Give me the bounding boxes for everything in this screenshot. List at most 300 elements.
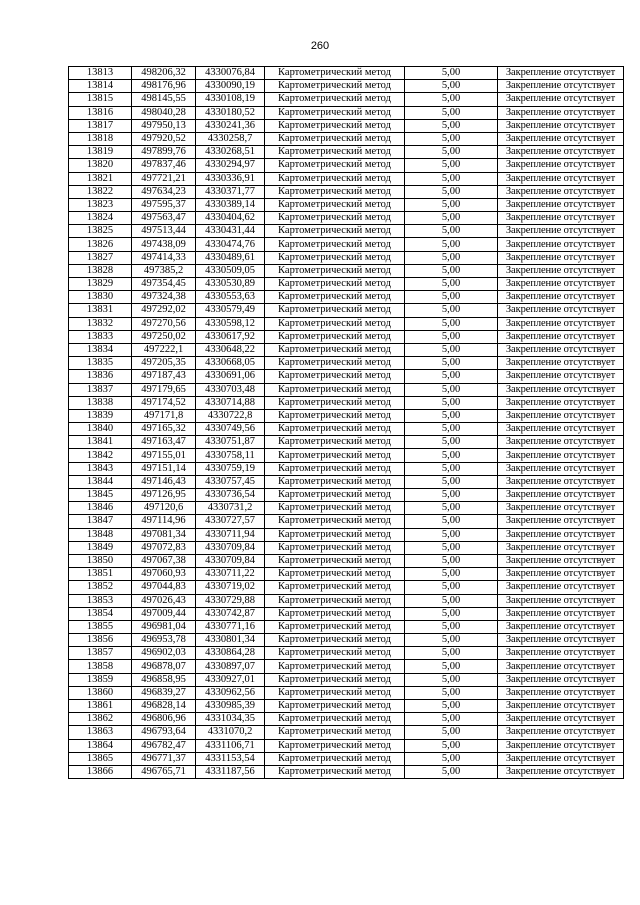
point-number-cell: 13838 bbox=[69, 396, 132, 409]
point-number-cell: 13816 bbox=[69, 106, 132, 119]
x-coordinate-cell: 497067,38 bbox=[132, 554, 196, 567]
fixing-note-cell: Закрепление отсутствует bbox=[498, 541, 624, 554]
table-row bbox=[69, 436, 624, 449]
method-cell: Картометрический метод bbox=[265, 278, 405, 291]
x-coordinate-cell: 498176,96 bbox=[132, 80, 196, 93]
x-coordinate-cell: 497270,56 bbox=[132, 317, 196, 330]
fixing-note-cell: Закрепление отсутствует bbox=[498, 159, 624, 172]
accuracy-cell: 5,00 bbox=[405, 752, 498, 765]
table-row bbox=[69, 132, 624, 145]
y-coordinate-cell: 4330389,14 bbox=[196, 198, 265, 211]
accuracy-cell: 5,00 bbox=[405, 383, 498, 396]
fixing-note-cell: Закрепление отсутствует bbox=[498, 765, 624, 778]
x-coordinate-cell: 496771,37 bbox=[132, 752, 196, 765]
x-coordinate-cell: 497205,35 bbox=[132, 357, 196, 370]
fixing-note-cell: Закрепление отсутствует bbox=[498, 225, 624, 238]
accuracy-cell: 5,00 bbox=[405, 132, 498, 145]
accuracy-cell: 5,00 bbox=[405, 357, 498, 370]
table-row bbox=[69, 185, 624, 198]
method-cell: Картометрический метод bbox=[265, 541, 405, 554]
fixing-note-cell: Закрепление отсутствует bbox=[498, 660, 624, 673]
x-coordinate-cell: 497187,43 bbox=[132, 370, 196, 383]
method-cell: Картометрический метод bbox=[265, 80, 405, 93]
accuracy-cell: 5,00 bbox=[405, 634, 498, 647]
y-coordinate-cell: 4330714,88 bbox=[196, 396, 265, 409]
method-cell: Картометрический метод bbox=[265, 462, 405, 475]
fixing-note-cell: Закрепление отсутствует bbox=[498, 634, 624, 647]
y-coordinate-cell: 4330709,84 bbox=[196, 554, 265, 567]
y-coordinate-cell: 4330579,49 bbox=[196, 304, 265, 317]
method-cell: Картометрический метод bbox=[265, 739, 405, 752]
point-number-cell: 13853 bbox=[69, 594, 132, 607]
table-row bbox=[69, 409, 624, 422]
accuracy-cell: 5,00 bbox=[405, 317, 498, 330]
y-coordinate-cell: 4331070,2 bbox=[196, 726, 265, 739]
table-row bbox=[69, 765, 624, 778]
y-coordinate-cell: 4330757,45 bbox=[196, 475, 265, 488]
table-row bbox=[69, 238, 624, 251]
point-number-cell: 13840 bbox=[69, 423, 132, 436]
method-cell: Картометрический метод bbox=[265, 528, 405, 541]
point-number-cell: 13861 bbox=[69, 700, 132, 713]
x-coordinate-cell: 497165,32 bbox=[132, 423, 196, 436]
accuracy-cell: 5,00 bbox=[405, 185, 498, 198]
method-cell: Картометрический метод bbox=[265, 700, 405, 713]
accuracy-cell: 5,00 bbox=[405, 713, 498, 726]
method-cell: Картометрический метод bbox=[265, 317, 405, 330]
accuracy-cell: 5,00 bbox=[405, 700, 498, 713]
x-coordinate-cell: 496782,47 bbox=[132, 739, 196, 752]
table-row bbox=[69, 93, 624, 106]
method-cell: Картометрический метод bbox=[265, 686, 405, 699]
y-coordinate-cell: 4330711,94 bbox=[196, 528, 265, 541]
method-cell: Картометрический метод bbox=[265, 396, 405, 409]
method-cell: Картометрический метод bbox=[265, 172, 405, 185]
point-number-cell: 13821 bbox=[69, 172, 132, 185]
point-number-cell: 13837 bbox=[69, 383, 132, 396]
x-coordinate-cell: 497151,14 bbox=[132, 462, 196, 475]
fixing-note-cell: Закрепление отсутствует bbox=[498, 554, 624, 567]
y-coordinate-cell: 4330691,06 bbox=[196, 370, 265, 383]
y-coordinate-cell: 4330749,56 bbox=[196, 423, 265, 436]
y-coordinate-cell: 4330108,19 bbox=[196, 93, 265, 106]
y-coordinate-cell: 4330336,91 bbox=[196, 172, 265, 185]
point-number-cell: 13843 bbox=[69, 462, 132, 475]
table-row bbox=[69, 251, 624, 264]
point-number-cell: 13855 bbox=[69, 620, 132, 633]
fixing-note-cell: Закрепление отсутствует bbox=[498, 330, 624, 343]
x-coordinate-cell: 496806,96 bbox=[132, 713, 196, 726]
point-number-cell: 13823 bbox=[69, 198, 132, 211]
method-cell: Картометрический метод bbox=[265, 673, 405, 686]
point-number-cell: 13847 bbox=[69, 515, 132, 528]
table-row bbox=[69, 357, 624, 370]
point-number-cell: 13841 bbox=[69, 436, 132, 449]
point-number-cell: 13828 bbox=[69, 264, 132, 277]
fixing-note-cell: Закрепление отсутствует bbox=[498, 607, 624, 620]
accuracy-cell: 5,00 bbox=[405, 436, 498, 449]
fixing-note-cell: Закрепление отсутствует bbox=[498, 436, 624, 449]
accuracy-cell: 5,00 bbox=[405, 330, 498, 343]
fixing-note-cell: Закрепление отсутствует bbox=[498, 739, 624, 752]
fixing-note-cell: Закрепление отсутствует bbox=[498, 172, 624, 185]
x-coordinate-cell: 497179,65 bbox=[132, 383, 196, 396]
table-row bbox=[69, 212, 624, 225]
table-row bbox=[69, 647, 624, 660]
y-coordinate-cell: 4330241,36 bbox=[196, 119, 265, 132]
y-coordinate-cell: 4330180,52 bbox=[196, 106, 265, 119]
y-coordinate-cell: 4330090,19 bbox=[196, 80, 265, 93]
method-cell: Картометрический метод bbox=[265, 132, 405, 145]
accuracy-cell: 5,00 bbox=[405, 264, 498, 277]
accuracy-cell: 5,00 bbox=[405, 80, 498, 93]
accuracy-cell: 5,00 bbox=[405, 423, 498, 436]
y-coordinate-cell: 4330962,56 bbox=[196, 686, 265, 699]
fixing-note-cell: Закрепление отсутствует bbox=[498, 449, 624, 462]
table-row bbox=[69, 304, 624, 317]
fixing-note-cell: Закрепление отсутствует bbox=[498, 752, 624, 765]
x-coordinate-cell: 496953,78 bbox=[132, 634, 196, 647]
table-row bbox=[69, 317, 624, 330]
x-coordinate-cell: 497920,52 bbox=[132, 132, 196, 145]
y-coordinate-cell: 4330258,7 bbox=[196, 132, 265, 145]
table-row bbox=[69, 673, 624, 686]
method-cell: Картометрический метод bbox=[265, 475, 405, 488]
point-number-cell: 13862 bbox=[69, 713, 132, 726]
y-coordinate-cell: 4330268,51 bbox=[196, 146, 265, 159]
method-cell: Картометрический метод bbox=[265, 449, 405, 462]
x-coordinate-cell: 497385,2 bbox=[132, 264, 196, 277]
accuracy-cell: 5,00 bbox=[405, 93, 498, 106]
y-coordinate-cell: 4330668,05 bbox=[196, 357, 265, 370]
x-coordinate-cell: 497513,44 bbox=[132, 225, 196, 238]
table-row bbox=[69, 278, 624, 291]
fixing-note-cell: Закрепление отсутствует bbox=[498, 620, 624, 633]
x-coordinate-cell: 497563,47 bbox=[132, 212, 196, 225]
table-row bbox=[69, 67, 624, 80]
method-cell: Картометрический метод bbox=[265, 594, 405, 607]
point-number-cell: 13858 bbox=[69, 660, 132, 673]
accuracy-cell: 5,00 bbox=[405, 225, 498, 238]
x-coordinate-cell: 496981,04 bbox=[132, 620, 196, 633]
y-coordinate-cell: 4331106,71 bbox=[196, 739, 265, 752]
method-cell: Картометрический метод bbox=[265, 554, 405, 567]
page-number: 260 bbox=[310, 40, 330, 52]
accuracy-cell: 5,00 bbox=[405, 212, 498, 225]
y-coordinate-cell: 4330553,63 bbox=[196, 291, 265, 304]
x-coordinate-cell: 497174,52 bbox=[132, 396, 196, 409]
accuracy-cell: 5,00 bbox=[405, 581, 498, 594]
fixing-note-cell: Закрепление отсутствует bbox=[498, 462, 624, 475]
coordinates-table bbox=[68, 66, 624, 779]
accuracy-cell: 5,00 bbox=[405, 198, 498, 211]
y-coordinate-cell: 4330801,34 bbox=[196, 634, 265, 647]
table-row bbox=[69, 686, 624, 699]
y-coordinate-cell: 4330727,57 bbox=[196, 515, 265, 528]
accuracy-cell: 5,00 bbox=[405, 726, 498, 739]
table-row bbox=[69, 119, 624, 132]
method-cell: Картометрический метод bbox=[265, 752, 405, 765]
point-number-cell: 13865 bbox=[69, 752, 132, 765]
fixing-note-cell: Закрепление отсутствует bbox=[498, 700, 624, 713]
fixing-note-cell: Закрепление отсутствует bbox=[498, 396, 624, 409]
point-number-cell: 13832 bbox=[69, 317, 132, 330]
fixing-note-cell: Закрепление отсутствует bbox=[498, 515, 624, 528]
x-coordinate-cell: 497222,1 bbox=[132, 343, 196, 356]
table-row bbox=[69, 660, 624, 673]
point-number-cell: 13850 bbox=[69, 554, 132, 567]
table-row bbox=[69, 330, 624, 343]
x-coordinate-cell: 497250,02 bbox=[132, 330, 196, 343]
point-number-cell: 13856 bbox=[69, 634, 132, 647]
table-row bbox=[69, 159, 624, 172]
point-number-cell: 13820 bbox=[69, 159, 132, 172]
table-row bbox=[69, 396, 624, 409]
fixing-note-cell: Закрепление отсутствует bbox=[498, 291, 624, 304]
table-row bbox=[69, 370, 624, 383]
table-row bbox=[69, 106, 624, 119]
method-cell: Картометрический метод bbox=[265, 238, 405, 251]
fixing-note-cell: Закрепление отсутствует bbox=[498, 370, 624, 383]
method-cell: Картометрический метод bbox=[265, 343, 405, 356]
fixing-note-cell: Закрепление отсутствует bbox=[498, 93, 624, 106]
table-row bbox=[69, 594, 624, 607]
x-coordinate-cell: 497081,34 bbox=[132, 528, 196, 541]
coordinates-table-body bbox=[69, 67, 624, 779]
y-coordinate-cell: 4330648,22 bbox=[196, 343, 265, 356]
point-number-cell: 13817 bbox=[69, 119, 132, 132]
accuracy-cell: 5,00 bbox=[405, 475, 498, 488]
point-number-cell: 13834 bbox=[69, 343, 132, 356]
method-cell: Картометрический метод bbox=[265, 423, 405, 436]
y-coordinate-cell: 4330759,19 bbox=[196, 462, 265, 475]
point-number-cell: 13818 bbox=[69, 132, 132, 145]
table-row bbox=[69, 581, 624, 594]
point-number-cell: 13848 bbox=[69, 528, 132, 541]
accuracy-cell: 5,00 bbox=[405, 251, 498, 264]
method-cell: Картометрический метод bbox=[265, 67, 405, 80]
table-row bbox=[69, 541, 624, 554]
fixing-note-cell: Закрепление отсутствует bbox=[498, 686, 624, 699]
point-number-cell: 13814 bbox=[69, 80, 132, 93]
accuracy-cell: 5,00 bbox=[405, 515, 498, 528]
method-cell: Картометрический метод bbox=[265, 383, 405, 396]
x-coordinate-cell: 497163,47 bbox=[132, 436, 196, 449]
y-coordinate-cell: 4330731,2 bbox=[196, 502, 265, 515]
point-number-cell: 13839 bbox=[69, 409, 132, 422]
y-coordinate-cell: 4330076,84 bbox=[196, 67, 265, 80]
fixing-note-cell: Закрепление отсутствует bbox=[498, 67, 624, 80]
table-row bbox=[69, 607, 624, 620]
accuracy-cell: 5,00 bbox=[405, 765, 498, 778]
fixing-note-cell: Закрепление отсутствует bbox=[498, 713, 624, 726]
point-number-cell: 13835 bbox=[69, 357, 132, 370]
x-coordinate-cell: 496793,64 bbox=[132, 726, 196, 739]
fixing-note-cell: Закрепление отсутствует bbox=[498, 304, 624, 317]
table-row bbox=[69, 264, 624, 277]
point-number-cell: 13844 bbox=[69, 475, 132, 488]
point-number-cell: 13822 bbox=[69, 185, 132, 198]
accuracy-cell: 5,00 bbox=[405, 594, 498, 607]
fixing-note-cell: Закрепление отсутствует bbox=[498, 251, 624, 264]
method-cell: Картометрический метод bbox=[265, 330, 405, 343]
accuracy-cell: 5,00 bbox=[405, 449, 498, 462]
table-row bbox=[69, 80, 624, 93]
table-row bbox=[69, 383, 624, 396]
y-coordinate-cell: 4330709,84 bbox=[196, 541, 265, 554]
x-coordinate-cell: 497292,02 bbox=[132, 304, 196, 317]
fixing-note-cell: Закрепление отсутствует bbox=[498, 80, 624, 93]
accuracy-cell: 5,00 bbox=[405, 304, 498, 317]
fixing-note-cell: Закрепление отсутствует bbox=[498, 502, 624, 515]
method-cell: Картометрический метод bbox=[265, 185, 405, 198]
fixing-note-cell: Закрепление отсутствует bbox=[498, 317, 624, 330]
x-coordinate-cell: 497950,13 bbox=[132, 119, 196, 132]
y-coordinate-cell: 4330617,92 bbox=[196, 330, 265, 343]
method-cell: Картометрический метод bbox=[265, 515, 405, 528]
x-coordinate-cell: 498040,28 bbox=[132, 106, 196, 119]
point-number-cell: 13824 bbox=[69, 212, 132, 225]
accuracy-cell: 5,00 bbox=[405, 489, 498, 502]
y-coordinate-cell: 4330985,39 bbox=[196, 700, 265, 713]
accuracy-cell: 5,00 bbox=[405, 172, 498, 185]
method-cell: Картометрический метод bbox=[265, 726, 405, 739]
x-coordinate-cell: 496878,07 bbox=[132, 660, 196, 673]
y-coordinate-cell: 4330722,8 bbox=[196, 409, 265, 422]
accuracy-cell: 5,00 bbox=[405, 119, 498, 132]
method-cell: Картометрический метод bbox=[265, 647, 405, 660]
method-cell: Картометрический метод bbox=[265, 146, 405, 159]
point-number-cell: 13827 bbox=[69, 251, 132, 264]
method-cell: Картометрический метод bbox=[265, 765, 405, 778]
x-coordinate-cell: 497721,21 bbox=[132, 172, 196, 185]
accuracy-cell: 5,00 bbox=[405, 568, 498, 581]
table-row bbox=[69, 713, 624, 726]
accuracy-cell: 5,00 bbox=[405, 409, 498, 422]
y-coordinate-cell: 4330897,07 bbox=[196, 660, 265, 673]
x-coordinate-cell: 497899,76 bbox=[132, 146, 196, 159]
table-row bbox=[69, 568, 624, 581]
fixing-note-cell: Закрепление отсутствует bbox=[498, 278, 624, 291]
x-coordinate-cell: 497072,83 bbox=[132, 541, 196, 554]
x-coordinate-cell: 497171,8 bbox=[132, 409, 196, 422]
fixing-note-cell: Закрепление отсутствует bbox=[498, 198, 624, 211]
method-cell: Картометрический метод bbox=[265, 225, 405, 238]
point-number-cell: 13854 bbox=[69, 607, 132, 620]
accuracy-cell: 5,00 bbox=[405, 291, 498, 304]
table-row bbox=[69, 739, 624, 752]
point-number-cell: 13831 bbox=[69, 304, 132, 317]
table-row bbox=[69, 449, 624, 462]
table-row bbox=[69, 554, 624, 567]
point-number-cell: 13852 bbox=[69, 581, 132, 594]
table-row bbox=[69, 489, 624, 502]
x-coordinate-cell: 497009,44 bbox=[132, 607, 196, 620]
method-cell: Картометрический метод bbox=[265, 502, 405, 515]
y-coordinate-cell: 4330509,05 bbox=[196, 264, 265, 277]
x-coordinate-cell: 497114,96 bbox=[132, 515, 196, 528]
x-coordinate-cell: 496828,14 bbox=[132, 700, 196, 713]
accuracy-cell: 5,00 bbox=[405, 541, 498, 554]
accuracy-cell: 5,00 bbox=[405, 647, 498, 660]
x-coordinate-cell: 496858,95 bbox=[132, 673, 196, 686]
accuracy-cell: 5,00 bbox=[405, 660, 498, 673]
y-coordinate-cell: 4330736,54 bbox=[196, 489, 265, 502]
table-row bbox=[69, 225, 624, 238]
y-coordinate-cell: 4330294,97 bbox=[196, 159, 265, 172]
x-coordinate-cell: 497414,33 bbox=[132, 251, 196, 264]
fixing-note-cell: Закрепление отсутствует bbox=[498, 106, 624, 119]
fixing-note-cell: Закрепление отсутствует bbox=[498, 475, 624, 488]
point-number-cell: 13830 bbox=[69, 291, 132, 304]
y-coordinate-cell: 4330758,11 bbox=[196, 449, 265, 462]
method-cell: Картометрический метод bbox=[265, 198, 405, 211]
fixing-note-cell: Закрепление отсутствует bbox=[498, 119, 624, 132]
point-number-cell: 13819 bbox=[69, 146, 132, 159]
fixing-note-cell: Закрепление отсутствует bbox=[498, 568, 624, 581]
fixing-note-cell: Закрепление отсутствует bbox=[498, 673, 624, 686]
y-coordinate-cell: 4330474,76 bbox=[196, 238, 265, 251]
y-coordinate-cell: 4331153,54 bbox=[196, 752, 265, 765]
accuracy-cell: 5,00 bbox=[405, 238, 498, 251]
x-coordinate-cell: 497126,95 bbox=[132, 489, 196, 502]
table-row bbox=[69, 634, 624, 647]
y-coordinate-cell: 4330404,62 bbox=[196, 212, 265, 225]
point-number-cell: 13813 bbox=[69, 67, 132, 80]
point-number-cell: 13849 bbox=[69, 541, 132, 554]
x-coordinate-cell: 497155,01 bbox=[132, 449, 196, 462]
method-cell: Картометрический метод bbox=[265, 119, 405, 132]
method-cell: Картометрический метод bbox=[265, 568, 405, 581]
point-number-cell: 13857 bbox=[69, 647, 132, 660]
table-row bbox=[69, 502, 624, 515]
accuracy-cell: 5,00 bbox=[405, 146, 498, 159]
fixing-note-cell: Закрепление отсутствует bbox=[498, 357, 624, 370]
x-coordinate-cell: 497837,46 bbox=[132, 159, 196, 172]
table-row bbox=[69, 726, 624, 739]
accuracy-cell: 5,00 bbox=[405, 739, 498, 752]
method-cell: Картометрический метод bbox=[265, 660, 405, 673]
method-cell: Картометрический метод bbox=[265, 251, 405, 264]
accuracy-cell: 5,00 bbox=[405, 67, 498, 80]
fixing-note-cell: Закрепление отсутствует bbox=[498, 489, 624, 502]
accuracy-cell: 5,00 bbox=[405, 106, 498, 119]
accuracy-cell: 5,00 bbox=[405, 370, 498, 383]
y-coordinate-cell: 4330371,77 bbox=[196, 185, 265, 198]
method-cell: Картометрический метод bbox=[265, 357, 405, 370]
method-cell: Картометрический метод bbox=[265, 106, 405, 119]
x-coordinate-cell: 498145,55 bbox=[132, 93, 196, 106]
table-row bbox=[69, 700, 624, 713]
y-coordinate-cell: 4330711,22 bbox=[196, 568, 265, 581]
x-coordinate-cell: 497438,09 bbox=[132, 238, 196, 251]
accuracy-cell: 5,00 bbox=[405, 528, 498, 541]
x-coordinate-cell: 497354,45 bbox=[132, 278, 196, 291]
x-coordinate-cell: 497060,93 bbox=[132, 568, 196, 581]
table-row bbox=[69, 291, 624, 304]
point-number-cell: 13851 bbox=[69, 568, 132, 581]
fixing-note-cell: Закрепление отсутствует bbox=[498, 185, 624, 198]
fixing-note-cell: Закрепление отсутствует bbox=[498, 409, 624, 422]
method-cell: Картометрический метод bbox=[265, 634, 405, 647]
table-row bbox=[69, 515, 624, 528]
accuracy-cell: 5,00 bbox=[405, 673, 498, 686]
accuracy-cell: 5,00 bbox=[405, 620, 498, 633]
y-coordinate-cell: 4330598,12 bbox=[196, 317, 265, 330]
x-coordinate-cell: 497634,23 bbox=[132, 185, 196, 198]
fixing-note-cell: Закрепление отсутствует bbox=[498, 581, 624, 594]
point-number-cell: 13833 bbox=[69, 330, 132, 343]
